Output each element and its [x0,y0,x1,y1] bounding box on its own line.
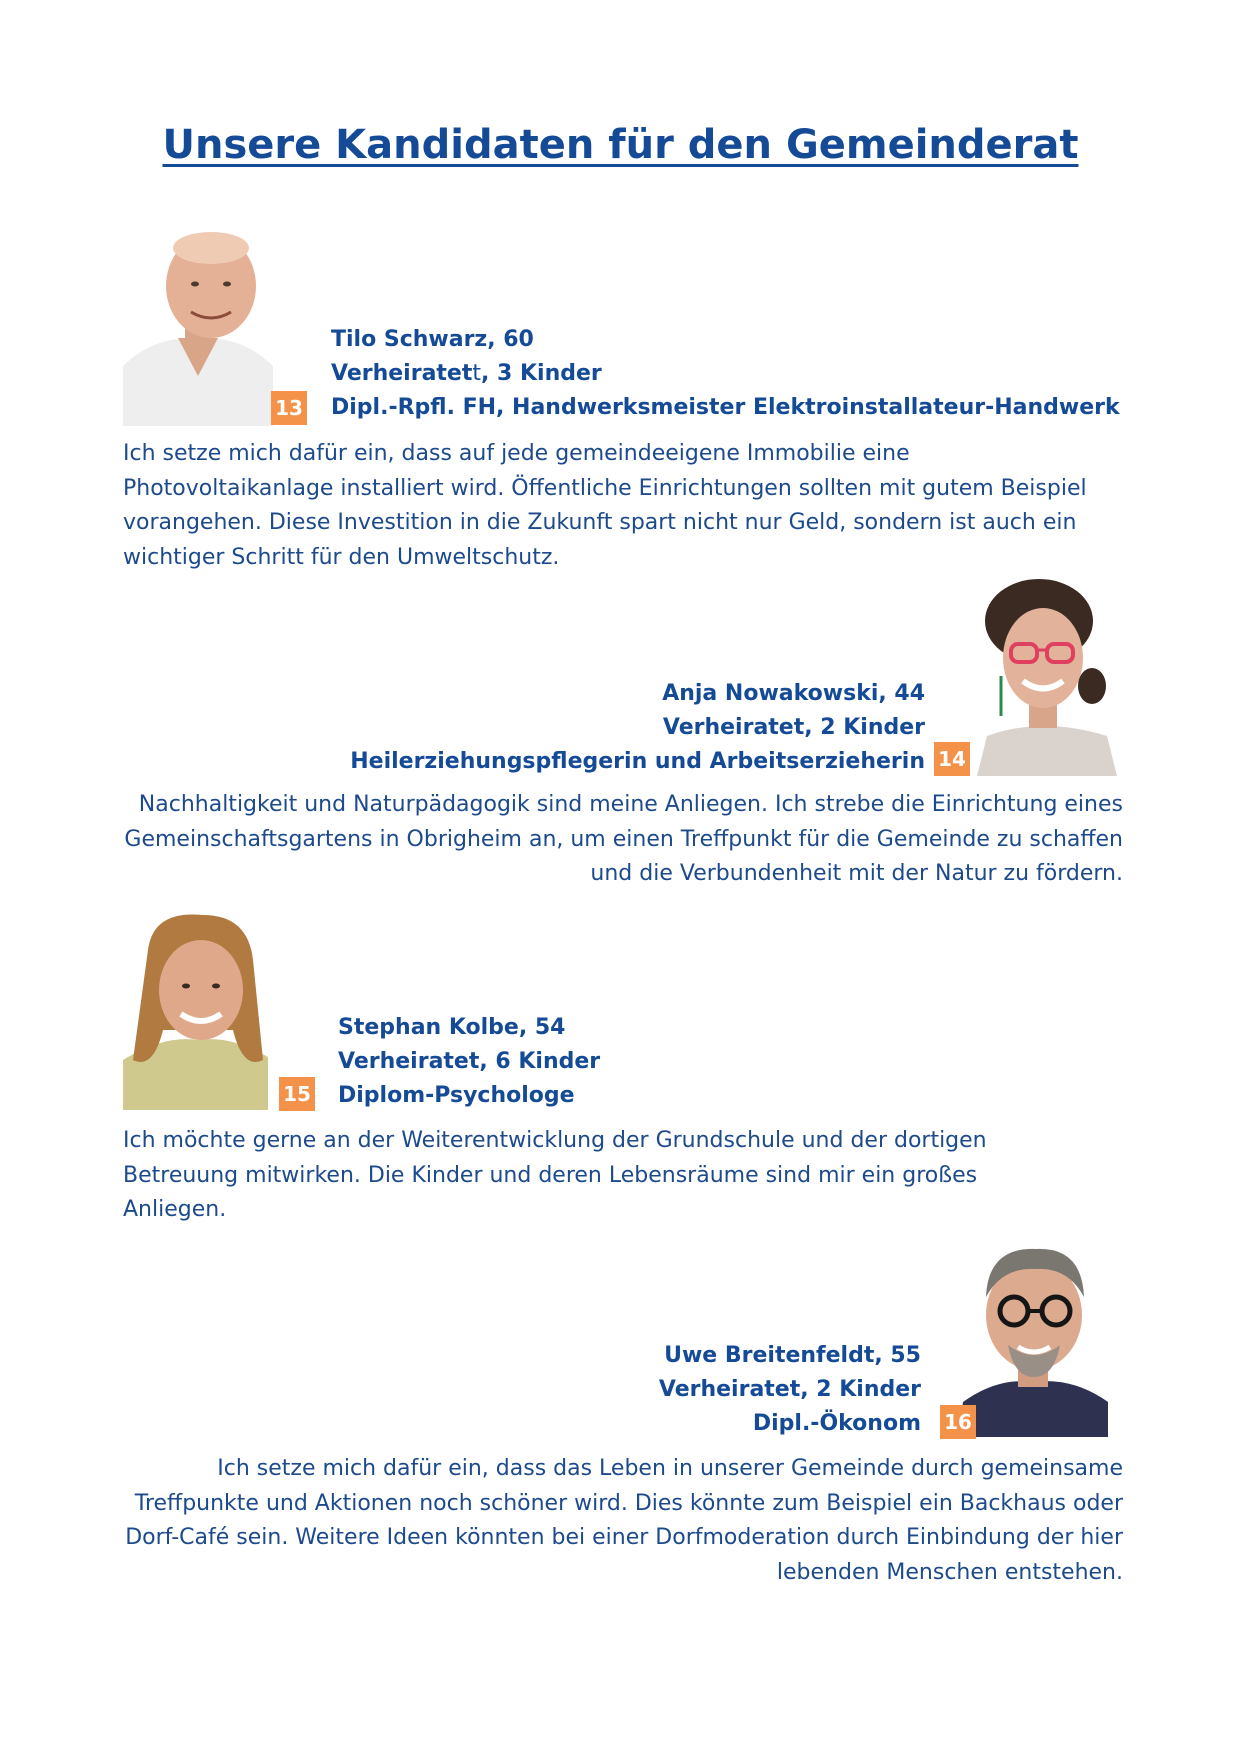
candidate-family: Verheiratet, 2 Kinder [662,715,925,740]
candidate-family: Verheiratet, 2 Kinder [658,1377,921,1402]
portrait-icon [123,226,273,426]
candidate-profession: Diplom-Psychologe [338,1083,575,1108]
candidate-number-badge: 14 [934,742,970,776]
candidate-profession: Heilerziehungspflegerin und Arbeitserzieherin [350,749,925,774]
portrait-icon [958,1237,1108,1437]
candidate-family: Verheiratett, 3 Kinder [331,361,602,386]
candidate-info-stephan [338,1011,600,1113]
candidate-photo-uwe [958,1237,1118,1441]
candidate-info-uwe [659,1339,921,1441]
candidate-statement: Nachhaltigkeit und Naturpädagogik sind meine Anliegen. Ich strebe die Einrichtung eines Gemeinschaftsgartens in Obrigheim an, um einen Treffpunkt für die Gemeinde zu schaffen und die Verbundenheit mit der Natur zu fördern. [124,792,1123,886]
candidate-info-tilo [331,323,1120,425]
candidate-number-badge: 13 [271,391,307,425]
candidate-profession: Dipl.-Rpfl. FH, Handwerksmeister Elektroinstallateur-Handwerk [331,395,1120,420]
candidate-photo-tilo [123,226,273,426]
page-title: Unsere Kandidaten für den Gemeinderat [162,122,1079,168]
candidate-name: Tilo Schwarz, 60 [331,327,534,352]
candidate-statement: Ich setze mich dafür ein, dass auf jede gemeindeeigene Immobilie eine Photovoltaikanlage installiert wird. Öffentliche Einrichtungen sollten mit gutem Beispiel vorangehen. Diese Investition in die Zukunft spart nicht nur Geld, sondern ist auch ein wichtiger Schritt für den Umweltschutz. [123,441,1087,570]
candidate-number-badge: 16 [940,1405,976,1439]
candidate-name: Stephan Kolbe, 54 [338,1015,566,1040]
candidate-name: Uwe Breitenfeldt, 55 [664,1343,921,1368]
portrait-icon [967,576,1117,776]
candidate-name: Anja Nowakowski, 44 [662,681,925,706]
candidate-family: Verheiratet, 6 Kinder [338,1049,601,1074]
candidate-profession: Dipl.-Ökonom [752,1411,921,1436]
candidate-statement: Ich setze mich dafür ein, dass das Leben in unserer Gemeinde durch gemeinsame Treffpunkte und Aktionen noch schöner wird. Dies könnte zum Beispiel ein Backhaus oder Dorf-Café sein. Weitere Ideen könnten bei einer Dorfmoderation durch Einbindung der hier lebenden Menschen entstehen. [125,1456,1123,1585]
candidate-photo-stephan [123,910,268,1113]
candidate-photo-anja [967,576,1118,776]
portrait-icon [123,910,268,1110]
candidate-statement: Ich möchte gerne an der Weiterentwicklung der Grundschule und der dortigen Betreuung mitwirken. Die Kinder und deren Lebensräume sind mir ein großes Anliegen. [123,1128,987,1222]
candidate-info-anja [350,677,925,779]
candidate-number-badge: 15 [279,1077,315,1111]
